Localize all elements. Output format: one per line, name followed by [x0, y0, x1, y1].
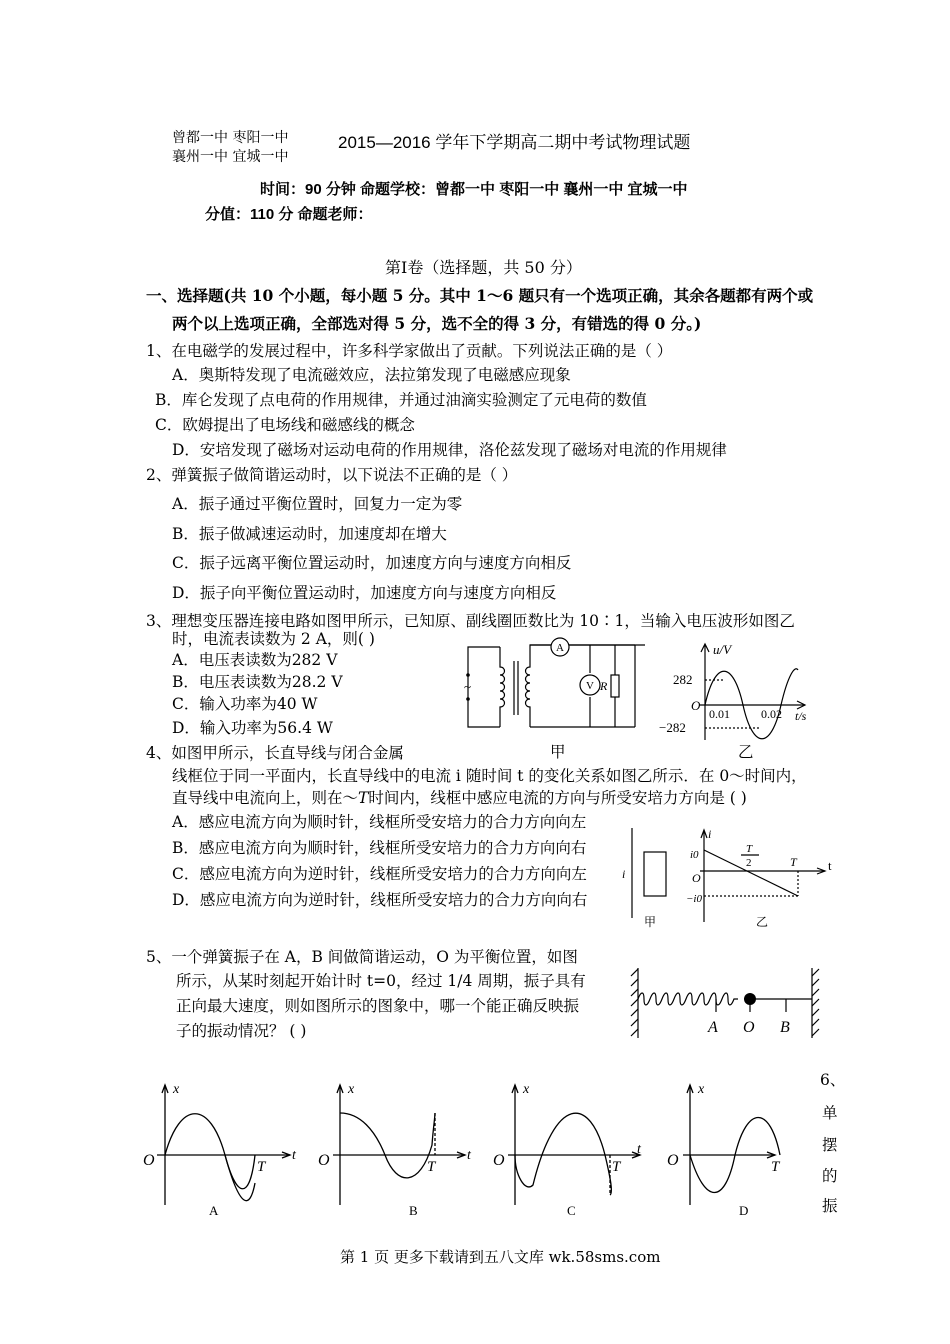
q4-wire-i: i: [622, 867, 626, 881]
point-b-label: B: [780, 1019, 790, 1036]
q4-option-d: D．感应电流方向为逆时针，线框所受安培力的合力方向向右: [172, 891, 588, 909]
q4-fig-a-caption: 甲: [644, 915, 657, 929]
schools-line-2: 襄州一中 宜城一中: [172, 149, 289, 165]
q2-option-b: B．振子做减速运动时，加速度却在增大: [172, 525, 447, 543]
q5-stem-2: 所示，从某时刻起开始计时 t=0，经过 1/4 周期，振子具有: [176, 972, 586, 990]
graph-b-caption: B: [409, 1203, 418, 1218]
q3-option-c: C．输入功率为40 W: [172, 695, 318, 713]
ammeter-label: A: [556, 642, 564, 654]
score-line: 分值：110 分 命题老师：: [205, 206, 373, 223]
q2-stem: 2、弹簧振子做简谐运动时，以下说法不正确的是（ ）: [146, 466, 518, 484]
q4-option-c: C．感应电流方向为逆时针，线框所受安培力的合力方向向左: [172, 865, 587, 883]
q4-stem-3: 直导线中电流向上，则在～T时间内，线框中感应电流的方向与所受安培力方向是 ( ): [172, 789, 747, 807]
q5-answer-graphs: [135, 1075, 795, 1220]
point-o-label: O: [743, 1019, 755, 1036]
q4-fig-b-caption: 乙: [756, 915, 769, 929]
graph-d-x: x: [698, 1082, 705, 1097]
q3-fig-b-caption: 乙: [738, 743, 754, 761]
graph-c-x: x: [523, 1082, 530, 1097]
q1-option-a: A．奥斯特发现了电流磁效应，法拉第发现了电磁感应现象: [172, 366, 571, 384]
q2-option-c: C．振子远离平衡位置运动时，加速度方向与速度方向相反: [172, 554, 572, 572]
graph-c-T: T: [612, 1159, 621, 1175]
q5-spring-figure: [628, 966, 828, 1041]
q4-option-b: B．感应电流方向为顺时针，线框所受安培力的合力方向向右: [172, 839, 587, 857]
graph-b-o: O: [318, 1152, 330, 1169]
q1-option-b: B．库仑发现了点电荷的作用规律，并通过油滴实验测定了元电荷的数值: [155, 391, 647, 409]
q4-figure: [620, 826, 840, 930]
q4-neg-i0: −i0: [686, 893, 702, 905]
source-tilde: ~: [464, 679, 472, 694]
resistor-label: R: [600, 679, 608, 693]
q1-stem: 1、在电磁学的发展过程中，许多科学家做出了贡献。下列说法正确的是（ ）: [146, 342, 673, 360]
q3-voltage-graph: [655, 640, 815, 750]
q4-stem-1: 4、如图甲所示，长直导线与闭合金属: [146, 744, 404, 762]
q3-stem-2: 时，电流表读数为 2 A，则( ): [172, 630, 375, 648]
origin-label: O: [691, 698, 701, 713]
page-footer: 第 1 页 更多下载请到五八文库 wk.58sms.com: [340, 1248, 661, 1266]
q4-T: T: [790, 855, 797, 869]
graph-c-caption: C: [567, 1203, 576, 1218]
q5-stem-1: 5、一个弹簧振子在 A，B 间做简谐运动，O 为平衡位置，如图: [146, 948, 578, 966]
graph-a-x: x: [173, 1082, 180, 1097]
q5-stem-3: 正向最大速度，则如图所示的图象中，哪一个能正确反映振: [176, 997, 580, 1015]
q6-char-5: 振: [822, 1197, 838, 1215]
q5-stem-4: 子的振动情况？ ( ): [176, 1022, 307, 1040]
instruction-line-2: 两个以上选项正确，全部选对得 5 分，选不全的得 3 分，有错选的得 0 分。): [172, 314, 702, 333]
graph-a-T: T: [257, 1159, 266, 1175]
q1-option-c: C．欧姆提出了电场线和磁感线的概念: [155, 416, 415, 434]
graph-d-T: T: [771, 1159, 780, 1175]
time-line: 时间：90 分钟 命题学校：曾都一中 枣阳一中 襄州一中 宜城一中: [260, 181, 688, 198]
point-a-label: A: [708, 1019, 718, 1036]
q4-i0: i0: [690, 849, 699, 861]
q6-char-2: 单: [822, 1104, 838, 1122]
q3-stem-1: 3、理想变压器连接电路如图甲所示，已知原、副线圈匝数比为 10∶1，当输入电压波形如图乙: [146, 612, 795, 630]
q3-option-d: D．输入功率为56.4 W: [172, 719, 333, 737]
q6-char-1: 6、: [820, 1071, 846, 1089]
graph-b-T: T: [427, 1159, 436, 1175]
q3-option-a: A．电压表读数为282 V: [172, 651, 338, 669]
q4-t-axis: t: [828, 858, 832, 873]
v-neg-label: −282: [659, 720, 686, 735]
q4-i-axis: i: [708, 827, 712, 841]
graph-c-o: O: [493, 1152, 505, 1169]
u-axis-label: u/V: [713, 642, 732, 657]
section-heading: 第Ⅰ卷（选择题，共 50 分）: [385, 258, 582, 277]
q1-option-d: D．安培发现了磁场对运动电荷的作用规律，洛伦兹发现了磁场对电流的作用规律: [172, 441, 727, 459]
q4-origin: O: [692, 871, 701, 885]
q2-option-a: A．振子通过平衡位置时，回复力一定为零: [172, 495, 463, 513]
graph-a-o: O: [143, 1152, 155, 1169]
q6-char-3: 摆: [822, 1136, 838, 1154]
v-pos-label: 282: [673, 672, 693, 687]
q4-half-T-den: 2: [746, 857, 752, 869]
graph-d-caption: D: [739, 1203, 749, 1218]
voltmeter-label: V: [586, 680, 594, 692]
graph-a-plot: [157, 1085, 290, 1205]
graph-a-t: t: [292, 1148, 296, 1163]
graph-a-caption: A: [209, 1203, 219, 1218]
q4-option-a: A．感应电流方向为顺时针，线框所受安培力的合力方向向左: [172, 813, 587, 831]
graph-c-t: t: [637, 1142, 641, 1157]
q4-half-T-num: T: [746, 843, 753, 855]
q3-option-b: B．电压表读数为28.2 V: [172, 673, 343, 691]
instruction-line-1: 一、选择题(共 10 个小题，每小题 5 分。其中 1～6 题只有一个选项正确，其余各题都有两个或: [146, 286, 814, 305]
t2-label: 0.02: [761, 707, 782, 721]
t1-label: 0.01: [709, 707, 730, 721]
graph-b-x: x: [348, 1082, 355, 1097]
graph-b-t: t: [467, 1148, 471, 1163]
page-title: 2015—2016 学年下学期高二期中考试物理试题: [338, 133, 691, 152]
graph-d-o: O: [667, 1152, 679, 1169]
q6-char-4: 的: [822, 1167, 838, 1185]
q4-stem-2: 线框位于同一平面内，长直导线中的电流 i 随时间 t 的变化关系如图乙所示．在 0～时间内，: [172, 767, 807, 785]
q2-option-d: D．振子向平衡位置运动时，加速度方向与速度方向相反: [172, 584, 557, 602]
t-axis-label: t/s: [795, 709, 807, 723]
q3-fig-a-caption: 甲: [550, 743, 566, 761]
schools-line-1: 曾都一中 枣阳一中: [172, 130, 289, 146]
